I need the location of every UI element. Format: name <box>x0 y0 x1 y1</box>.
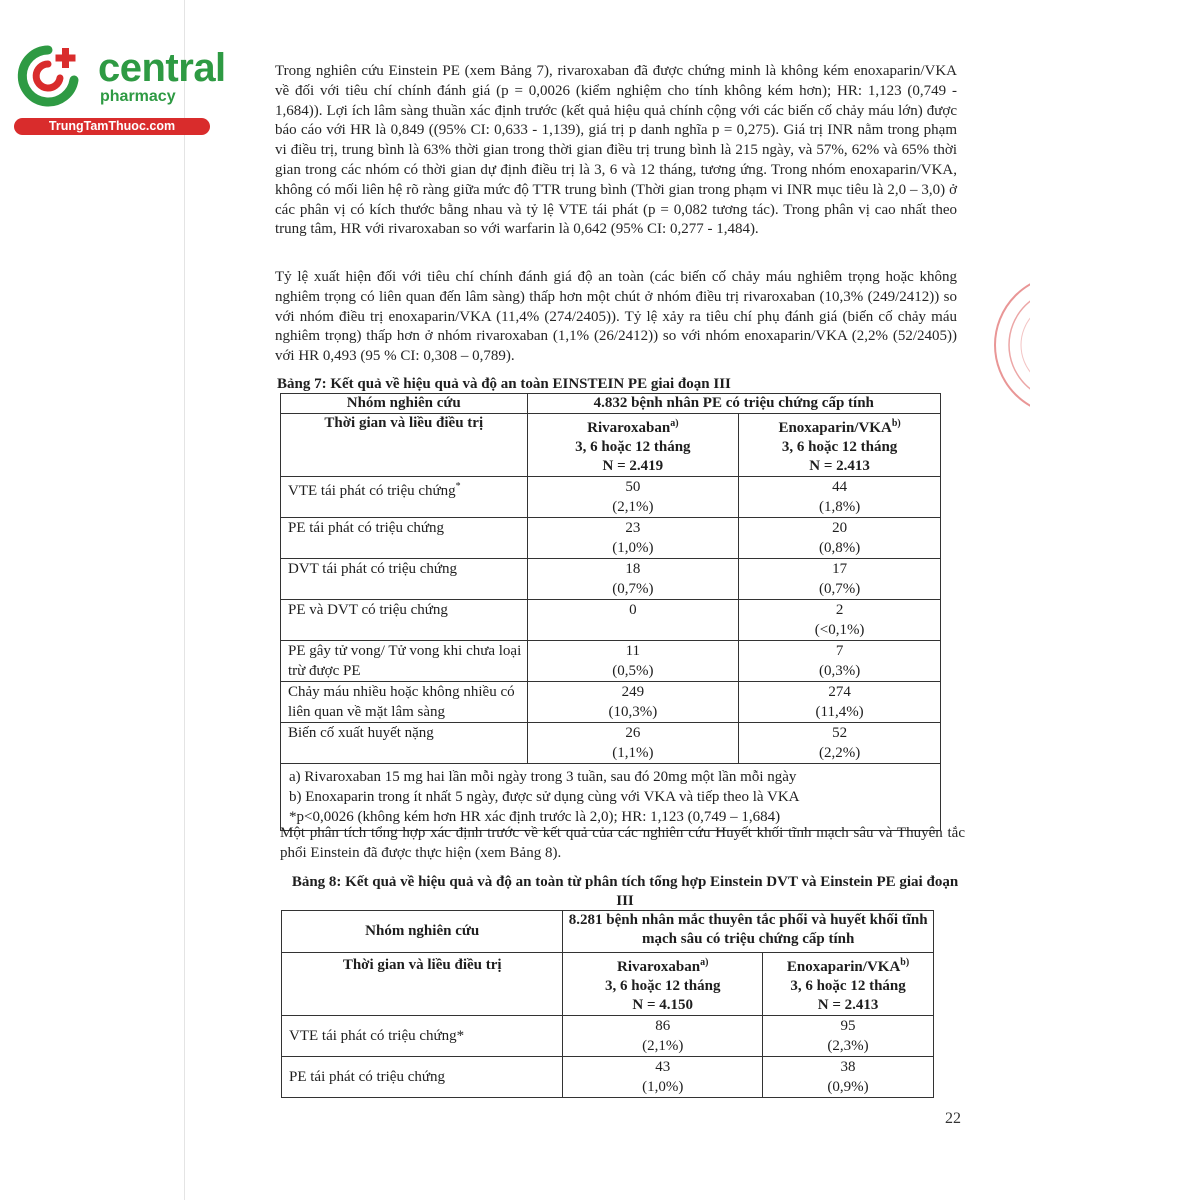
table7-group-label: Nhóm nghiên cứu <box>281 394 528 414</box>
paragraph-pooled-analysis: Một phân tích tổng hợp xác định trước về kết quả của các nghiên cứu Huyết khối tĩnh mạch sâu và Thuyên tắc phổi Einstein đã được thực hiện (xem Bảng 8). <box>280 825 965 861</box>
table8-col-rivaroxaban: Rivaroxaban$^{a)}$ 3, 6 hoặc 12 tháng N = 4.150 <box>563 953 763 1016</box>
table7-footnotes <box>281 764 941 831</box>
logo-mark-icon <box>12 40 84 112</box>
table7-dose-label: Thời gian và liều điều trị <box>281 414 528 477</box>
table7-group-value: 4.832 bệnh nhân PE có triệu chứng cấp tính <box>527 394 941 414</box>
table-row: Chảy máu nhiều hoặc không nhiều có liên quan về mặt lâm sàng 249 (10,3%) 274 (11,4%) <box>281 682 941 723</box>
page-number: 22 <box>945 1110 961 1127</box>
table7-col-enoxaparin: Enoxaparin/VKA$^{b)}$ 3, 6 hoặc 12 tháng N = 2.413 <box>739 414 941 477</box>
paragraph-safety: Tỷ lệ xuất hiện đối với tiêu chí chính đánh giá độ an toàn (các biến cố chảy máu nghiêm trọng hoặc không nghiêm trọng có liên quan đến lâm sàng) thấp hơn một chút ở nhóm điều trị rivaroxaban (10,3% (249/2412)) so với nhóm điều trị enoxaparin/VKA (11,4% (274/2405)). Tỷ lệ xảy ra tiêu chí phụ đánh giá (biến cố chảy máu nghiêm trọng) thấp hơn ở nhóm rivaroxaban (1,1% (26/2412)) so với nhóm enoxaparin/VKA (2,2% (52/2405)) với HR 0,493 (95 % CI: 0,308 – 0,789). <box>275 269 957 365</box>
table7-caption: Bảng 7: Kết quả về hiệu quả và độ an toàn EINSTEIN PE giai đoạn III <box>277 376 731 392</box>
table-row: VTE tái phát có triệu chứng* 50 (2,1%) 44 (1,8%) <box>281 477 941 518</box>
table8-group-value: 8.281 bệnh nhân mắc thuyên tắc phổi và huyết khối tĩnh mạch sâu có triệu chứng cấp tính <box>563 911 934 953</box>
stamp-icon <box>990 270 1030 420</box>
logo-site-badge: TrungTamThuoc.com <box>14 118 210 135</box>
table-row: DVT tái phát có triệu chứng 18 (0,7%) 17 (0,7%) <box>281 559 941 600</box>
logo-subtitle: pharmacy <box>100 88 176 105</box>
footnote-star: *p<0,0026 (không kém hơn HR xác định trước là 2,0); HR: 1,123 (0,749 – 1,684) <box>289 809 781 825</box>
paragraph-einstein-pe: Trong nghiên cứu Einstein PE (xem Bảng 7), rivaroxaban đã được chứng minh là không kém enoxaparin/VKA về đối với tiêu chí chính đánh giá (p = 0,0026 (kiểm nghiệm cho tính không kém hơn); HR: 1,123 (0,749 - 1,684)). Lợi ích lâm sàng thuần xác định trước (kết quả hiệu quả chính cộng với các biến cố chảy máu lớn) được báo cáo với HR là 0,849 ((95% CI: 0,633 - 1,139), giá trị p danh nghĩa p = 0,275). Giá trị INR nằm trong phạm vi điều trị, trung bình là 63% thời gian trong thời gian điều trị trung bình là 215 ngày, và 57%, 62% và 65% thời gian trong các nhóm có thời gian dự định điều trị là 3, 6 và 12 tháng, tương ứng. Trong nhóm enoxaparin/VKA, không có mối liên hệ rõ ràng giữa mức độ TTR trung bình (Thời gian trong phạm vi INR mục tiêu là 2,0 – 3,0) ở các phân vị có kích thước bằng nhau và tỷ lệ VTE tái phát (p = 0,082 tương tác). Trong phân vị cao nhất theo trung tâm, HR với rivaroxaban so với warfarin là 0,642 (95% CI: 0,277 - 1,484). <box>275 63 957 238</box>
table7-group-row <box>281 394 941 414</box>
table8 <box>281 910 934 1098</box>
table8-group-label: Nhóm nghiên cứu <box>282 911 563 953</box>
central-pharmacy-logo[interactable] <box>10 38 226 138</box>
table7-col-rivaroxaban: Rivaroxaban$^{a)}$ 3, 6 hoặc 12 tháng N = 2.419 <box>527 414 739 477</box>
table8-caption: Bảng 8: Kết quả về hiệu quả và độ an toàn từ phân tích tổng hợp Einstein DVT và Einstein PE giai đoạn III <box>291 874 959 909</box>
footnote-a: a) Rivaroxaban 15 mg hai lần mỗi ngày trong 3 tuần, sau đó 20mg một lần mỗi ngày <box>289 769 797 785</box>
table-row: Biến cố xuất huyết nặng 26 (1,1%) 52 (2,2%) <box>281 723 941 764</box>
table-row: PE và DVT có triệu chứng 0 2 (<0,1%) <box>281 600 941 641</box>
table-row: PE tái phát có triệu chứng 43 (1,0%) 38 (0,9%) <box>282 1057 934 1098</box>
table8-col-enoxaparin: Enoxaparin/VKA$^{b)}$ 3, 6 hoặc 12 tháng N = 2.413 <box>763 953 934 1016</box>
page-edge <box>184 0 185 1200</box>
table8-header-row <box>282 953 934 1016</box>
table8-group-row <box>282 911 934 953</box>
table7-header-row <box>281 414 941 477</box>
table-row: VTE tái phát có triệu chứng* 86 (2,1%) 95 (2,3%) <box>282 1016 934 1057</box>
table-row: PE tái phát có triệu chứng 23 (1,0%) 20 (0,8%) <box>281 518 941 559</box>
table7 <box>280 393 941 831</box>
table8-dose-label: Thời gian và liều điều trị <box>282 953 563 1016</box>
logo-wordmark: central <box>98 46 226 90</box>
footnote-b: b) Enoxaparin trong ít nhất 5 ngày, được sử dụng cùng với VKA và tiếp theo là VKA <box>289 789 800 805</box>
table-row: PE gây tử vong/ Tử vong khi chưa loại trừ được PE 11 (0,5%) 7 (0,3%) <box>281 641 941 682</box>
